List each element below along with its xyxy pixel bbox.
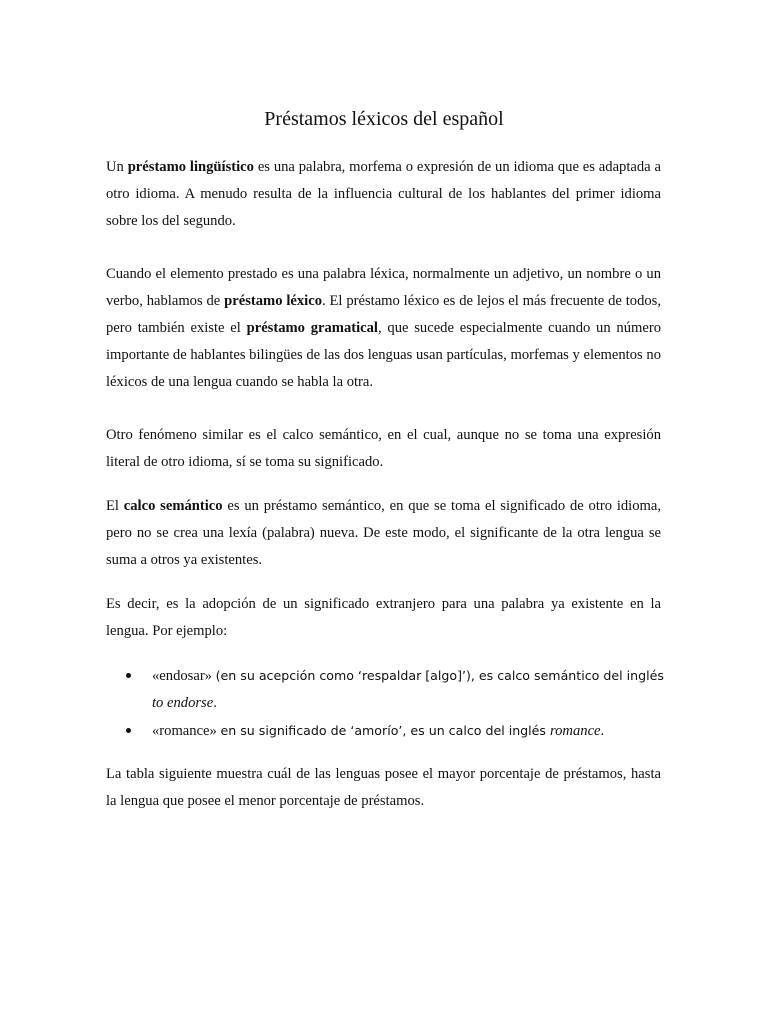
page-title: Préstamos léxicos del español: [264, 108, 504, 130]
text-run: El: [106, 498, 124, 514]
text-run: (en su acepción como ‘respaldar [algo]’), es calco semántico del inglés: [215, 668, 664, 683]
example-list: [106, 662, 666, 745]
italic-term: romance: [550, 723, 601, 739]
bold-term: calco semántico: [123, 498, 223, 514]
text-run: «endosar»: [152, 668, 216, 684]
text-run: Cuando el elemento prestado es una palabra léxica, normalmente un adjetivo, un nombre o un verbo, hablamos de: [106, 266, 661, 309]
bullet-icon: [126, 673, 131, 678]
text-run: , que sucede especialmente cuando un número importante de hablantes bilingües de las dos lenguas usan partículas, morfemas y elementos no léxicos de una lengua cuando se habla la otra.: [106, 320, 661, 390]
paragraph-semantic-similar: Otro fenómeno similar es el calco semántico, en el cual, aunque no se toma una expresión literal de otro idioma, sí se toma su significado.: [106, 427, 661, 470]
text-run: en su significado de ‘amorío’, es un calco del inglés: [220, 723, 550, 738]
text-run: .: [600, 723, 605, 739]
bullet-icon: [126, 728, 131, 733]
paragraph-lexical-loan: [106, 261, 661, 396]
text-run: «romance»: [152, 723, 221, 739]
paragraph-table-intro: La tabla siguiente muestra cuál de las lenguas posee el mayor porcentaje de préstamos, hasta la lengua que posee el menor porcentaje de préstamos.: [106, 766, 661, 809]
paragraph-calco: [106, 493, 661, 574]
italic-term: to endorse: [152, 695, 214, 711]
bold-term: préstamo gramatical: [246, 320, 378, 336]
bold-term: préstamo léxico: [224, 293, 323, 309]
text-run: . El préstamo léxico es de lejos el más frecuente de todos, pero también existe el: [106, 293, 661, 336]
text-run: Un: [106, 159, 128, 175]
list-item: [106, 662, 666, 717]
paragraph-example-intro: Es decir, es la adopción de un significado extranjero para una palabra ya existente en la lengua. Por ejemplo:: [106, 596, 661, 639]
text-run: es una palabra, morfema o expresión de un idioma que es adaptada a otro idioma. A menudo resulta de la influencia cultural de los hablantes del primer idioma sobre los del segundo.: [106, 159, 661, 229]
text-run: .: [213, 695, 217, 711]
bold-term: préstamo lingüístico: [127, 159, 254, 175]
paragraph-definition: [106, 154, 661, 235]
text-run: es un préstamo semántico, en que se toma el significado de otro idioma, pero no se crea una lexía (palabra) nueva. De este modo, el significante de la otra lengua se suma a otros ya existentes.: [106, 498, 662, 568]
list-item: [106, 717, 666, 745]
